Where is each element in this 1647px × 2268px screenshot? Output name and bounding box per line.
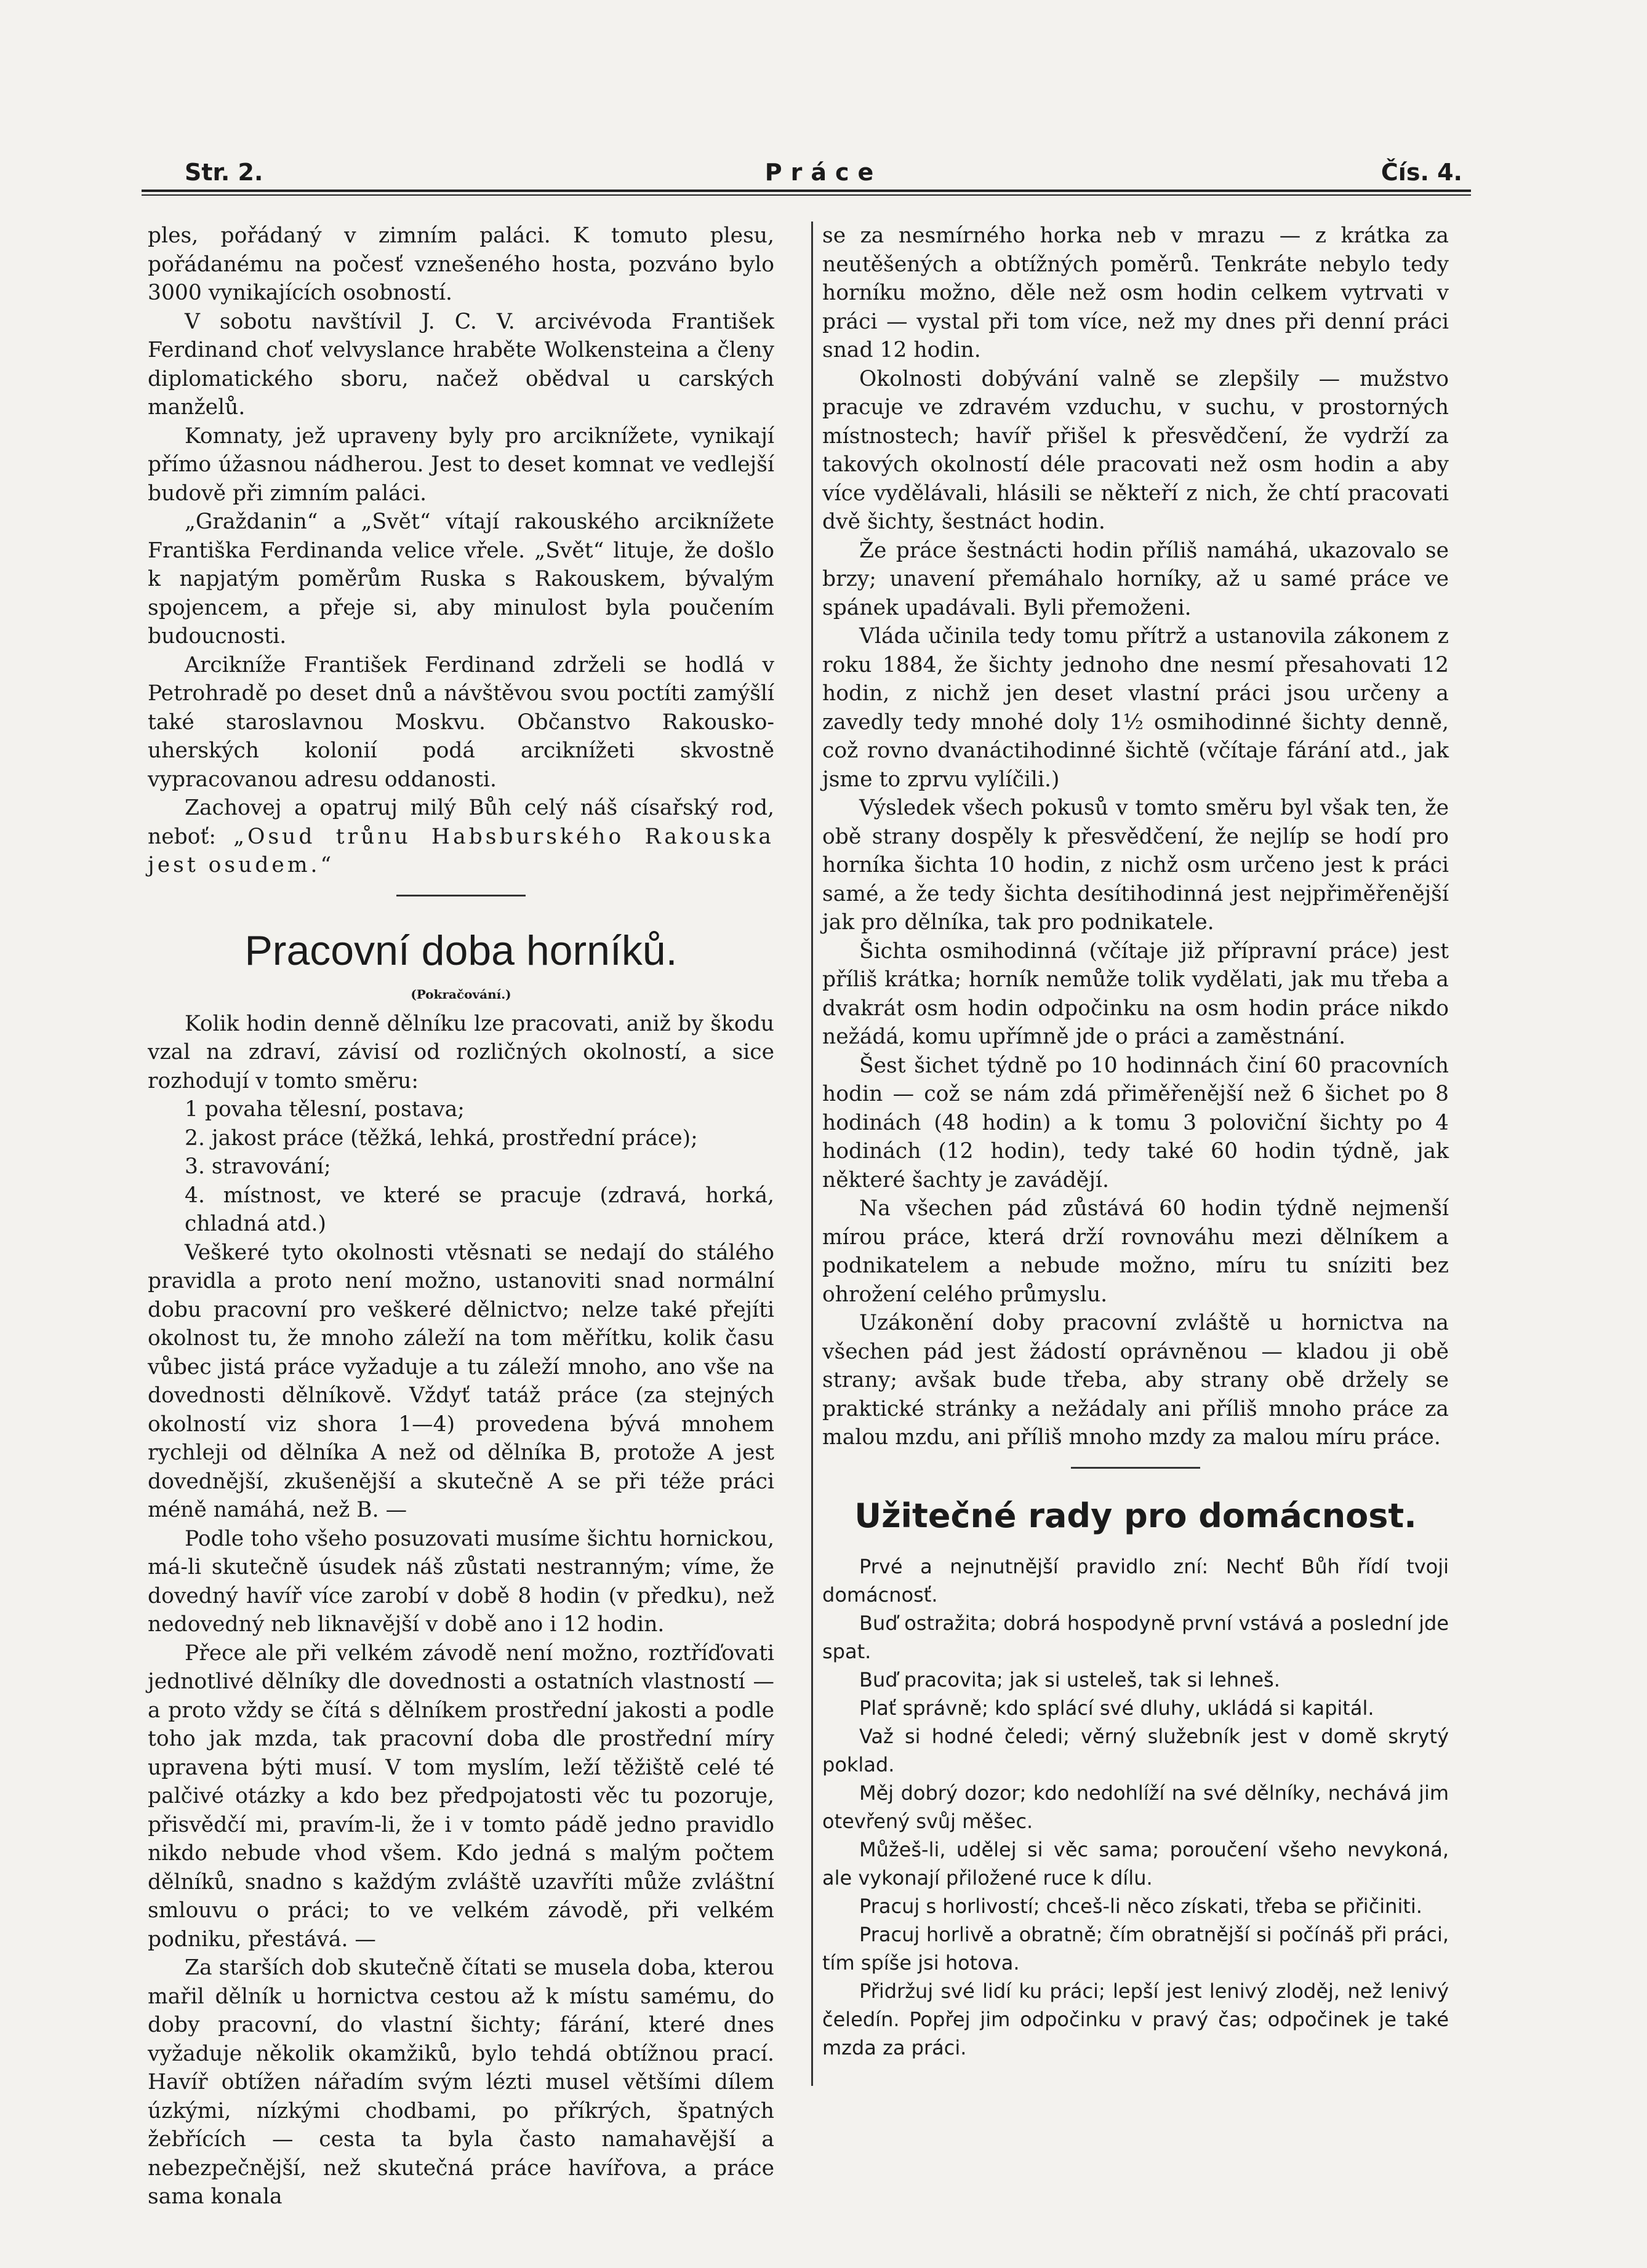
paragraph: Arcikníže František Ferdinand zdrželi se hodlá v Petrohradě po deset dnů a návštěvou svou poctíti zamýšlí také staroslavnou Moskvu. Občanstvo Rakousko-uherských kolonií podá arciknížeti skvostně vypracovanou adresu oddanosti.: [148, 652, 774, 792]
article-title: Pracovní doba horníků.: [244, 927, 678, 974]
article-subtitle: (Pokračování.): [411, 986, 511, 1002]
tip: Buď pracovita; jak si usteleš, tak si lehneš.: [859, 1667, 1280, 1691]
paragraph: Šest šichet týdně po 10 hodinnách činí 60 pracovních hodin — což se nám zdá přiměřenější než 6 šichet po 8 hodinách (48 hodin) a k tomu 3 poloviční šichty po 4 hodinách (12 hodin), tedy také 60 hodin týdně, jak některé šachty je zavádějí.: [822, 1053, 1449, 1192]
tip: Važ si hodné čeledi; věrný služebník jest v domě skrytý poklad.: [822, 1724, 1449, 1776]
page-number: Str. 2.: [185, 159, 263, 186]
paragraph: se za nesmírného horka neb v mrazu — z krátka za neutěšených a obtížných poměrů. Tenkráte nebylo tedy horníku možno, děle než osm hodin celkem vytrvati v práci — vystal při tom více, než my dnes při denní práci snad 12 hodin.: [822, 223, 1449, 362]
paragraph: „Graždanin“ a „Svět“ vítají rakouského arciknížete Františka Ferdinanda velice vřele. „Svět“ lituje, že došlo k napjatým poměrům Ruska s Rakouskem, bývalým spojencem, a přeje si, aby minulost byla poučením budoucnosti.: [148, 509, 774, 649]
paragraph: Vláda učinila tedy tomu přítrž a ustanovila zákonem z roku 1884, že šichty jednoho dne nesmí přesahovati 12 hodin, z nichž jen deset vlastní práci jsou určeny a zavedly tedy mnohé doly 1½ osmihodinné šichty denně, což rovno dvanáctihodinné šichtě (včítaje fárání atd., jak jsme to zprvu vylíčili.): [822, 624, 1449, 792]
household-tips: [822, 1552, 1449, 2062]
paragraph: Přece ale při velkém závodě není možno, roztříďovati jednotlivé dělníky dle dovednosti a ostatních vlastností — a proto vždy se čítá s dělníkem prostřední jakosti a podle toho jak mzda, tak pracovní doba dle prostřední míry upravena býti musí. V tom myslím, leží těžiště celé té palčivé otázky a kdo bez předpojatosti věc tu pozoruje, přisvědčí mi, pravím-li, že i v tomto pádě jedno pravidlo nikdo nebude vhod všem. Kdo jedná s malým počtem dělníků, snadno s každým zvláště uzavříti může zvláštní smlouvu o práci; to ve velkém závodě, při velkém podniku, přestává. —: [148, 1640, 774, 1952]
tip: Přidržuj své lidí ku práci; lepší jest lenivý zloděj, než lenivý čeledín. Popřej jim odpočinku v pravý čas; odpočinek je také mzda za práci.: [822, 1979, 1449, 2059]
tip: Měj dobrý dozor; kdo nedohlíží na své dělníky, nechává jim otevřený svůj měšec.: [822, 1781, 1449, 1833]
tip: Pracuj horlivě a obratně; čím obratnější si počínáš při práci, tím spíše jsi hotova.: [822, 1922, 1449, 1975]
paragraph: Podle toho všeho posuzovati musíme šichtu hornickou, má-li skutečně úsudek náš zůstati nestranným; víme, že dovedný havíř více zarobí v době 8 hodin (v předku), než nedovedný neb liknavější v době ano i 12 hodin.: [148, 1526, 774, 1637]
tip: Buď ostražita; dobrá hospodyně první vstává a poslední jde spat.: [822, 1611, 1449, 1663]
emphasized-quote: „Osud trůnu Habsburského Rakouska jest osudem.“: [148, 824, 775, 877]
newspaper-title: Práce: [764, 159, 883, 186]
left-column: [148, 222, 774, 2211]
paragraph: Výsledek všech pokusů v tomto směru byl však ten, že obě strany dospěly k přesvědčení, že nejlíp se hodí pro horníka šichta 10 hodin, z nichž osm určeno jest k práci samé, a že tedy šichta desítihodinná jest nejpřiměřenější jak pro dělníka, tak pro podnikatele.: [822, 796, 1449, 935]
header-rule: [142, 190, 1471, 192]
factor-list: [148, 1095, 774, 1239]
paragraph-text: Zachovej a opatruj milý Bůh celý náš císařský rod, neboť:: [148, 796, 774, 849]
paragraph: [148, 794, 774, 880]
column-divider: [811, 222, 813, 2086]
right-column: [822, 222, 1449, 2062]
list-item: 2. jakost práce (těžká, lehká, prostřední práce);: [185, 1125, 698, 1151]
paragraph: Komnaty, jež upraveny byly pro arciknížete, vynikají přímo úžasnou nádherou. Jest to deset komnat ve vedlejší budově při zimním paláci.: [148, 423, 774, 506]
issue-number: Čís. 4.: [1381, 159, 1462, 186]
paragraph: Okolnosti dobývání valně se zlepšily — mužstvo pracuje ve zdravém vzduchu, v suchu, v prostorných místnostech; havíř přišel k přesvědčení, že vydrží za takových okolností déle pracovati než osm hodin a aby více vydělávali, hlásili se někteří z nich, že chtí pracovati dvě šichty, šestnáct hodin.: [822, 366, 1449, 534]
paragraph: Uzákonění doby pracovní zvláště u hornictva na všechen pád jest žádostí oprávněnou — kladou ji obě strany; avšak bude třeba, aby strany obě držely se praktické stránky a nežádaly ani příliš mnoho práce za malou mzdu, ani příliš mnoho mzdy za malou míru práce.: [822, 1311, 1449, 1450]
paragraph: ples, pořádaný v zimním paláci. K tomuto plesu, pořádanému na počesť vznešeného hosta, pozváno bylo 3000 vynikajících osobností.: [148, 223, 774, 305]
tip: Prvé a nejnutnější pravidlo zní: Nechť Bůh řídí tvoji domácnosť.: [822, 1554, 1449, 1607]
paragraph: V sobotu navštívil J. C. V. arcivévoda František Ferdinand choť velvyslance hraběte Wolkensteina a členy diplomatického sboru, načež obědval u carských manželů.: [148, 309, 774, 420]
paragraph: Veškeré tyto okolnosti vtěsnati se nedají do stálého pravidla a proto není možno, ustanoviti snad normální dobu pracovní pro veškeré dělnictvo; nelze také přejíti okolnost tu, že mnoho záleží na tom měřítku, kolik času vůbec jistá práce vyžaduje a tu záleží mnoho, ano vše na dovednosti dělníkově. Vždyť tatáž práce (za stejných okolností viz shora 1—4) provedena bývá mnohem rychleji od dělníka A než od dělníka B, protože A jest dovednější, zkušenější a skutečně A se při téže práci méně namáhá, než B. —: [148, 1240, 774, 1522]
paragraph: Na všechen pád zůstává 60 hodin týdně nejmenší mírou práce, která drží rovnováhu mezi dělníkem a podnikatelem a nebude možno, míru tu sníziti bez ohrožení celého průmyslu.: [822, 1196, 1449, 1307]
paragraph: Šichta osmihodinná (včítaje již přípravní práce) jest příliš krátka; horník nemůže tolik vydělati, jak mu třeba a dvakrát osm hodin odpočinku na osm hodin práce nikdo nežádá, komu upřímně jde o práci a zaměstnání.: [822, 938, 1449, 1049]
header-rule-thin: [142, 194, 1471, 196]
section-divider: [1071, 1467, 1200, 1469]
tip: Můžeš-li, udělej si věc sama; poroučení všeho nevykoná, ale vykonají přiložené ruce k dílu.: [822, 1837, 1449, 1890]
list-item: 4. místnost, ve které se pracuje (zdravá, horká, chladná atd.): [185, 1183, 774, 1236]
list-item: 3. stravování;: [185, 1154, 331, 1179]
tip: Plať správně; kdo splácí své dluhy, ukládá si kapitál.: [859, 1696, 1374, 1720]
paragraph: Za starších dob skutečně čítati se musela doba, kterou mařil dělník u hornictva cestou až k místu samému, do doby pracovní, do vlastní šichty; fárání, které dnes vyžaduje několik okamžiků, bylo tehdá obtížnou prací. Havíř obtížen nářadím svým lézti musel většími dílem úzkými, nízkými chodbami, po příkrých, špatných žebřících — cesta ta byla často namahavější a nebezpečnější, než skutečná práce havířova, a práce sama konala: [148, 1955, 774, 2209]
paragraph: Že práce šestnácti hodin příliš namáhá, ukazovalo se brzy; unavení přemáhalo horníky, až u samé práce ve spánek upadávali. Byli přemoženi.: [822, 538, 1449, 620]
paragraph: Kolik hodin denně dělníku lze pracovati, aniž by škodu vzal na zdraví, závisí od rozličných okolností, a sice rozhodují v tomto směru:: [148, 1011, 774, 1093]
tip: Pracuj s horlivostí; chceš-li něco získati, třeba se přičiniti.: [859, 1894, 1422, 1918]
section-divider: [396, 895, 526, 896]
section-title: Užitečné rady pro domácnost.: [854, 1496, 1417, 1535]
list-item: 1 povaha tělesní, postava;: [185, 1097, 465, 1122]
